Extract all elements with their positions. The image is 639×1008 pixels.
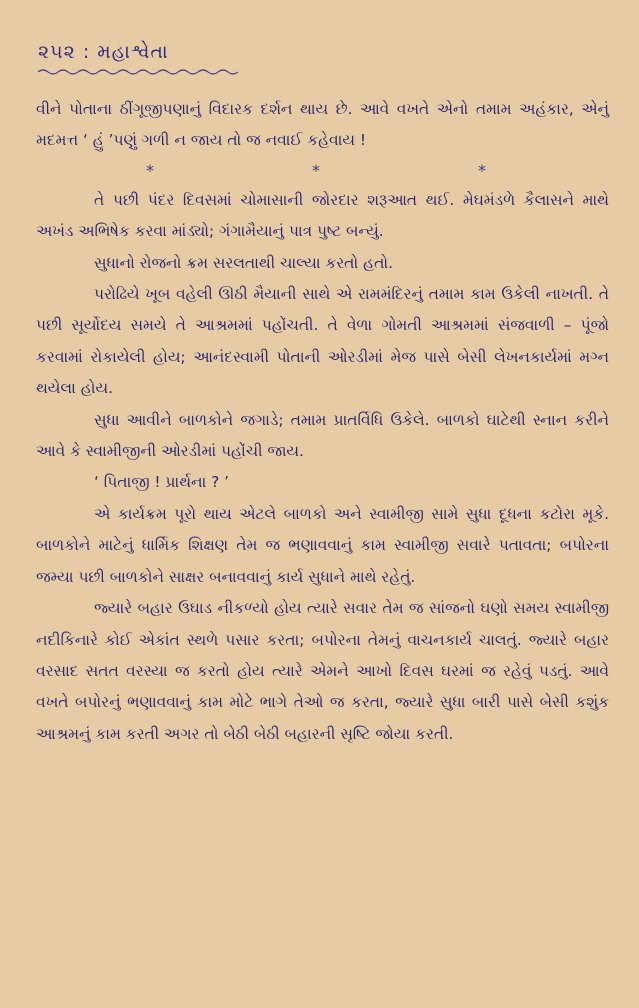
paragraph-8: જ્યારે બહાર ઉઘાડ નીકળ્યો હોય ત્યારે સવાર તેમ જ સાંજનો ઘણો સમય સ્વામીજી નદીકિનારે કોઈ એકાંત સ્થળે પસાર કરતા; બપોરના તેમનું વાચનકાર્ય ચાલતું. જ્યારે બહાર વરસાદ સતત વરસ્યા જ કરતો હોય ત્યારે એમને આખો દિવસ ઘરમાં જ રહેવું પડતું. આવે વખતે બપોરનું ભણાવવાનું કામ મોટે ભાગે તેઓ જ કરતા, જ્યારે સુધા બારી પાસે બેસી કશુંક આશ્રમનું કામ કરતી અગર તો બેઠી બેઠી બહારની સૃષ્ટિ જોયા કરતી.	[36, 599, 609, 743]
body-text	[36, 94, 609, 750]
paragraph-1: વીને પોતાના ઠીંગૂજીપણાનું વિદારક દર્શન થાય છે. આવે વખતે એનો તમામ અહંકાર, એનું મદમત્ત ‘ હું ’પણું ગળી ન જાય તો જ નવાઈ કહેવાય !	[36, 100, 609, 150]
paragraph-4: પરોઢિયે ખૂબ વહેલી ઊઠી મૈયાની સાથે એ રામમંદિરનું તમામ કામ ઉકેલી નાખતી. તે પછી સૂર્યોદય સમયે તે આશ્રમમાં પહોંચતી. તે વેળા ગોમતી આશ્રમમાં સંજવાળી – પૂંજો કરવામાં રોકાયેલી હોય; આનંદસ્વામી પોતાની ઓરડીમાં મેજ પાસે બેસી લેખનકાર્યમાં મગ્ન થયેલા હોય.	[36, 285, 609, 398]
paragraph-7: એ કાર્યક્રમ પૂરો થાય એટલે બાળકો અને સ્વામીજી સામે સુધા દૂધના કટોરા મૂકે. બાળકોને માટેનું ધાર્મિક શિક્ષણ તેમ જ ભણાવવાનું કામ સ્વામીજી સવારે પતાવતા; બપોરના જમ્યા પછી બાળકોને સાક્ષર બનાવવાનું કાર્ય સુધાને માથે રહેતું.	[36, 504, 609, 586]
paragraph-3: સુધાનો રોજનો ક્રમ સરલતાથી ચાલ્યા કરતો હતો.	[94, 253, 394, 272]
header-wavy-rule	[38, 68, 243, 76]
section-star: *	[312, 160, 320, 180]
section-break	[146, 157, 486, 185]
paragraph-5: સુધા આવીને બાળકોને જગાડે; તમામ પ્રાતર્વિધિ ઉકેલે. બાળકો ઘાટેથી સ્નાન કરીને આવે કે સ્વામીજીની ઓરડીમાં પહોંચી જાય.	[36, 410, 609, 461]
section-star: *	[146, 160, 154, 180]
section-star: *	[478, 160, 486, 180]
paragraph-6: ‘ પિતાજી ! પ્રાર્થના ? ’	[94, 473, 230, 492]
paragraph-2: તે પછી પંદર દિવસમાં ચોમાસાની જોરદાર શરૂઆત થઈ. મેઘમંડળે કૈલાસને માથે અખંડ અભિષેક કરવા માંડ્યો; ગંગામૈયાનું પાત્ર પુષ્ટ બન્યું.	[36, 190, 609, 241]
running-head: ૨૫૨ : મહાશ્વેતા	[38, 41, 169, 63]
